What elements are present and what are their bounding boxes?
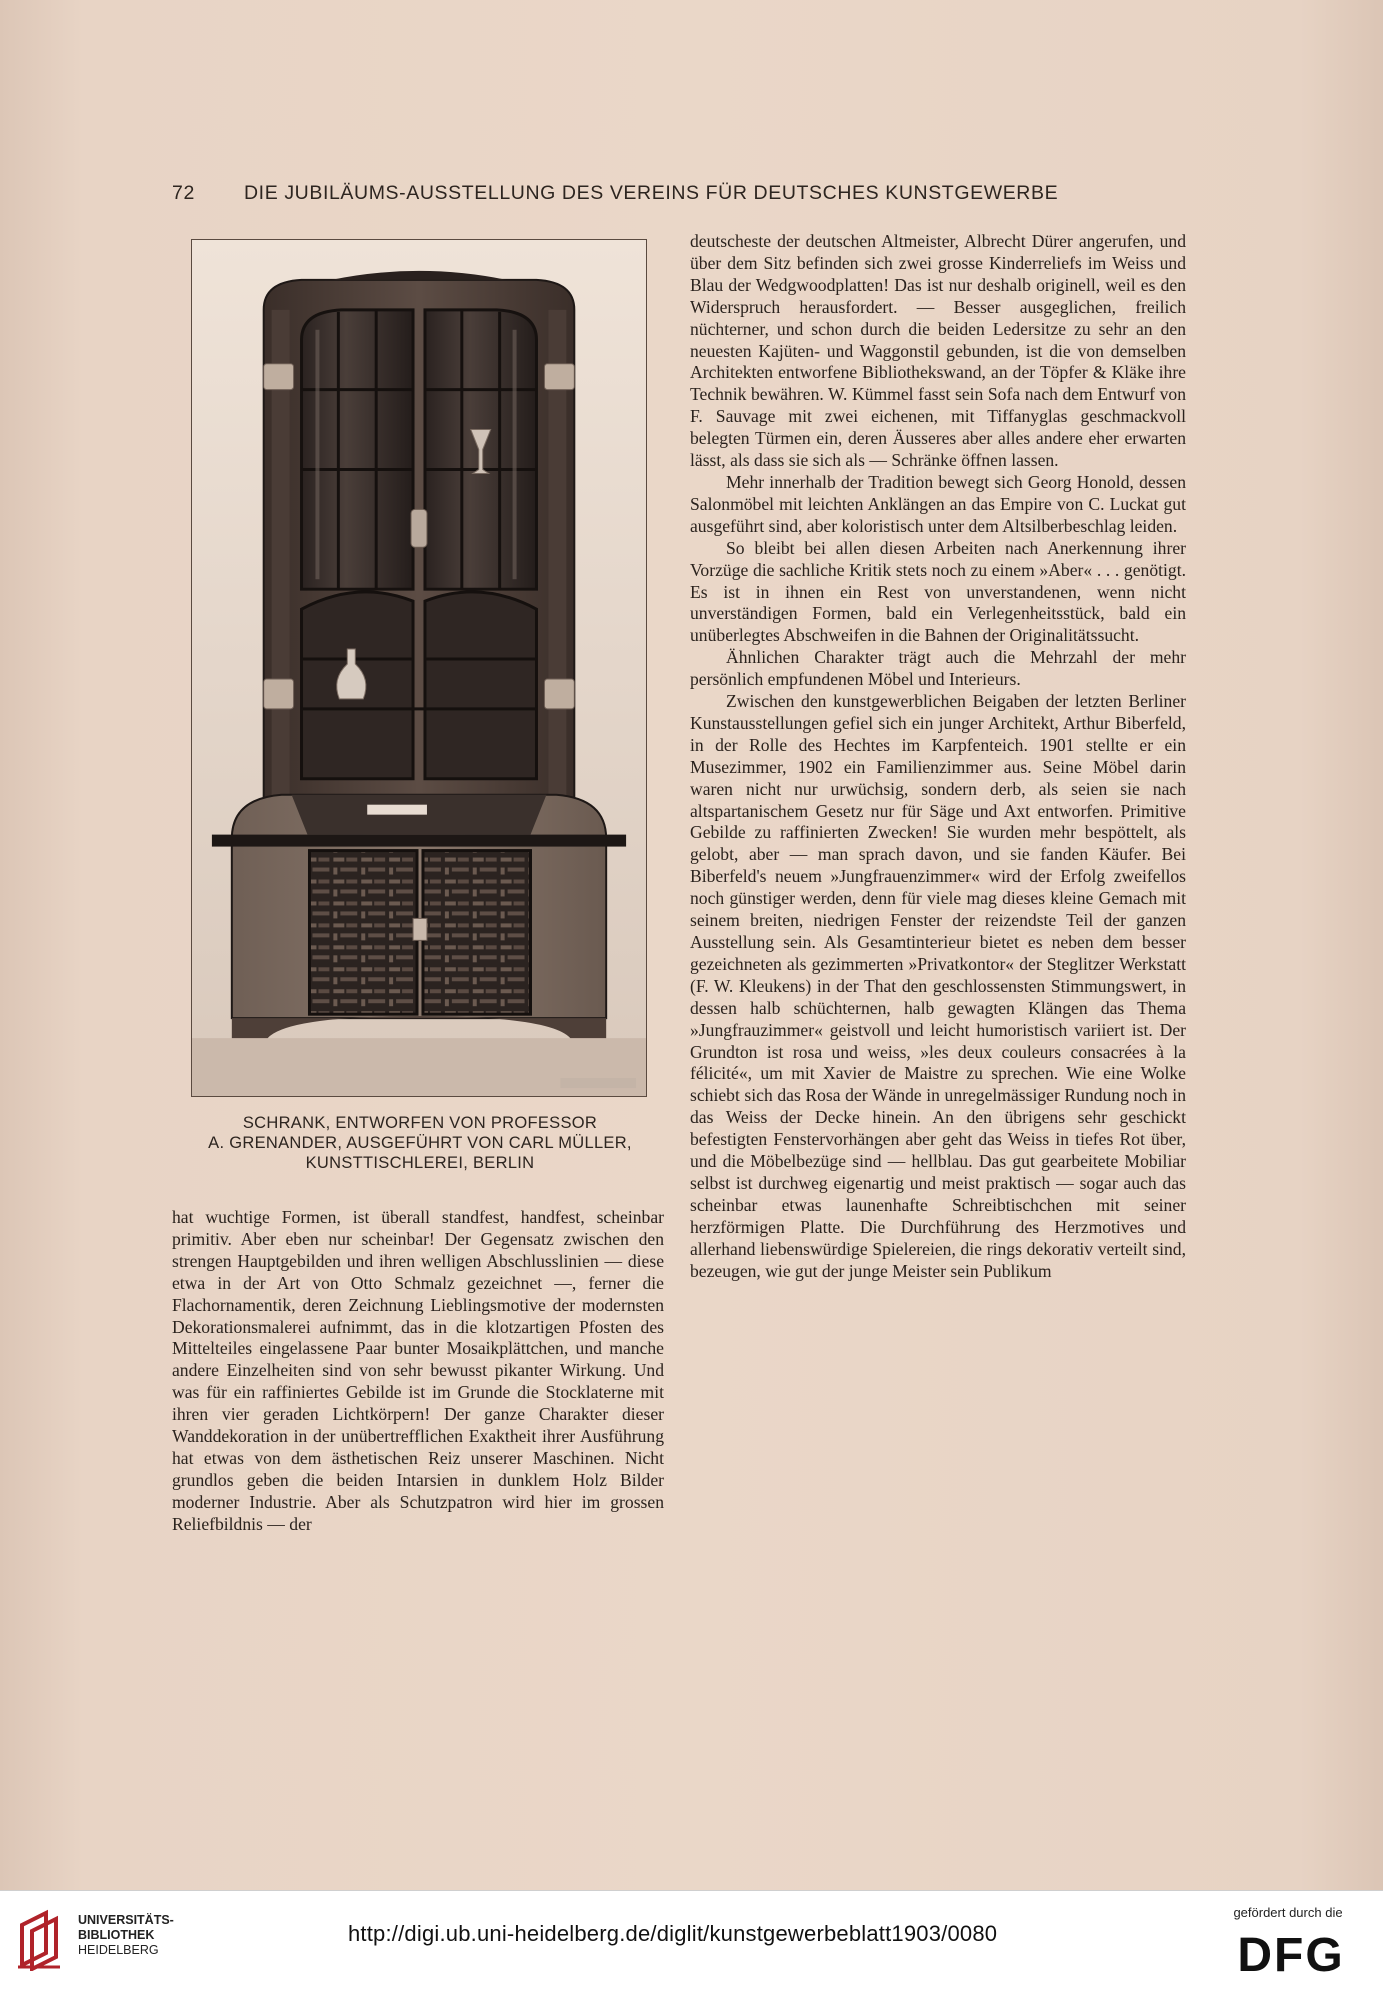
library-line: UNIVERSITÄTS-: [78, 1913, 174, 1927]
caption-line: KUNSTTISCHLEREI, BERLIN: [305, 1154, 535, 1172]
right-paragraph: Ähnlichen Charakter trägt auch die Mehrzahl der mehr persönlich empfundenen Möbel und Interieurs.: [690, 647, 1186, 690]
right-column: [690, 231, 1186, 1283]
left-paragraph: hat wuchtige Formen, ist überall standfest, handfest, scheinbar primitiv. Aber eben nur scheinbar! Der Gegensatz zwischen den strengen Hauptgebilden und ihren welligen Abschlusslinien — diese etwa in der Art von Otto Schmalz gezeichnet —, ferner die Flachornamentik, deren Zeichnung Lieblingsmotive der modernsten Dekorationsmalerei aufnimmt, das in die klotzartigen Pfosten des Mittelteiles eingelassene Paar bunter Mosaikplättchen, und manche andere Einzelheiten sind von sehr bewusst pikanter Wirkung. Und was für ein raffiniertes Gebilde ist im Grunde die Stocklaterne mit ihren vier geraden Lichtkörpern! Der ganze Charakter dieser Wanddekoration in der unübertrefflichen Exaktheit ihrer Ausführung hat etwas von dem ästhetischen Reiz unserer Maschinen. Nicht grundlos geben die beiden Intarsien in dunklem Holz Bilder moderner Industrie. Aber als Schutzpatron wird hier im grossen Reliefbildnis — der: [172, 1207, 664, 1534]
right-paragraph: deutscheste der deutschen Altmeister, Albrecht Dürer angerufen, und über dem Sitz befinden sich zwei grosse Kinderreliefs im Weiss und Blau der Wedgwoodplatten! Das ist nur deshalb originell, weil es den Widerspruch herausfordert. — Besser ausgeglichen, freilich nüchterner, und schon durch die beiden Ledersitze zu sehr an den neuesten Kajüten- und Waggonstil gebunden, ist die von demselben Architekten entworfene Bibliothekswand, an der Töpfer & Kläke ihre Technik bewähren. W. Kümmel fasst sein Sofa nach dem Entwurf von F. Sauvage mit zwei eichenen, mit Tiffanyglas geschmackvoll belegten Türmen ein, deren Äusseres aber alles andere eher erwarten lässt, als dass sie sich als — Schränke öffnen lassen.: [690, 231, 1186, 471]
funded-by-label: gefördert durch die: [1233, 1905, 1343, 1920]
page-number: 72: [172, 182, 195, 204]
library-line: HEIDELBERG: [78, 1943, 159, 1957]
digitization-footer: [0, 1890, 1383, 1991]
library-line: BIBLIOTHEK: [78, 1928, 155, 1942]
caption-line: SCHRANK, ENTWORFEN VON PROFESSOR: [242, 1114, 598, 1132]
permalink-url[interactable]: http://digi.ub.uni-heidelberg.de/diglit/kunstgewerbeblatt1903/0080: [348, 1921, 998, 1946]
right-paragraph: Zwischen den kunstgewerblichen Beigaben der letzten Berliner Kunstausstellungen gefiel sich ein junger Architekt, Arthur Biberfeld, in der Rolle des Hechtes im Karpfenteich. 1901 stellte er ein Musezimmer, 1902 ein Familienzimmer aus. Seine Möbel darin waren nicht nur urwüchsig, sondern derb, als seien sie nach altspartanischem Gesetz nur für Säge und Axt entworfen. Primitive Gebilde zu raffinierten Zwecken! Sie wurden mehr bespöttelt, als gelobt, aber — man sprach davon, und sie fanden Käufer. Bei Biberfeld's neuem »Jungfrauenzimmer« wird der Erfolg zweifellos noch günstiger werden, denn für viele mag dieses kleine Gemach mit seinem breiten, niedrigen Fenster der reizendste Teil der ganzen Ausstellung sein. Als Gesamtinterieur bietet es neben dem besser gezeichneten als gezimmerten »Privatkontor« der Steglitzer Werkstatt (F. W. Kleukens) in der That den geschlossensten Stimmungswert, in dessen halb schüchternen, halb gewagten Klängen das Thema »Jungfrauzimmer« geistvoll und leicht humoristisch variiert ist. Der Grundton ist rosa und weiss, »les deux couleurs consacrées à la félicité«, um mit Xavier de Maistre zu sprechen. Wie eine Wolke schiebt sich das Rosa der Wände in unregelmässiger Rundung noch in das Weiss der Decke hinein. An den übrigens sehr geschickt befestigten Fenstervorhängen aber geht das Weiss in tiefes Rot über, und die Möbelbezüge sind — hellblau. Das gut gearbeitete Mobiliar selbst ist durchweg eigenartig und meist praktisch — sogar auch das scheinbar etwas launenhafte Schreibtischchen mit seiner herzförmigen Platte. Die Durchführung des Herzmotives und allerhand liebenswürdige Spielereien, die rings dekorativ verteilt sind, bezeugen, wie gut der junge Meister sein Publikum: [690, 691, 1186, 1281]
library-name: [78, 1913, 174, 1958]
dfg-logo-icon: [1221, 1929, 1361, 1977]
figure-caption: [160, 1113, 680, 1173]
left-column: [172, 1207, 664, 1536]
university-library-logo-icon: [16, 1905, 68, 1971]
running-head-title: DIE JUBILÄUMS-AUSSTELLUNG DES VEREINS FÜR DEUTSCHES KUNSTGEWERBE: [244, 182, 1059, 204]
right-paragraph: So bleibt bei allen diesen Arbeiten nach Anerkennung ihrer Vorzüge die sachliche Kritik stets noch zu einem »Aber« . . . genötigt. Es ist in ihnen ein Rest von unverstandenen, wenn nicht unverständigen Formen, bald ein Verlegenheitsstück, bald ein unüberlegtes Abschweifen in die Bahnen der Originalitätssucht.: [690, 537, 1186, 646]
running-head: [172, 182, 1112, 212]
cabinet-photograph: [191, 239, 647, 1097]
dfg-logo-text: DFG: [1237, 1929, 1345, 1977]
right-paragraph: Mehr innerhalb der Tradition bewegt sich Georg Honold, dessen Salonmöbel mit leichten Anklängen an das Empire von C. Luckat gut ausgeführt sind, aber koloristisch unter dem Altsilberbeschlag leiden.: [690, 471, 1186, 536]
cabinet-illustration: [192, 240, 646, 1096]
caption-line: A. GRENANDER, AUSGEFÜHRT VON CARL MÜLLER,: [208, 1134, 632, 1152]
